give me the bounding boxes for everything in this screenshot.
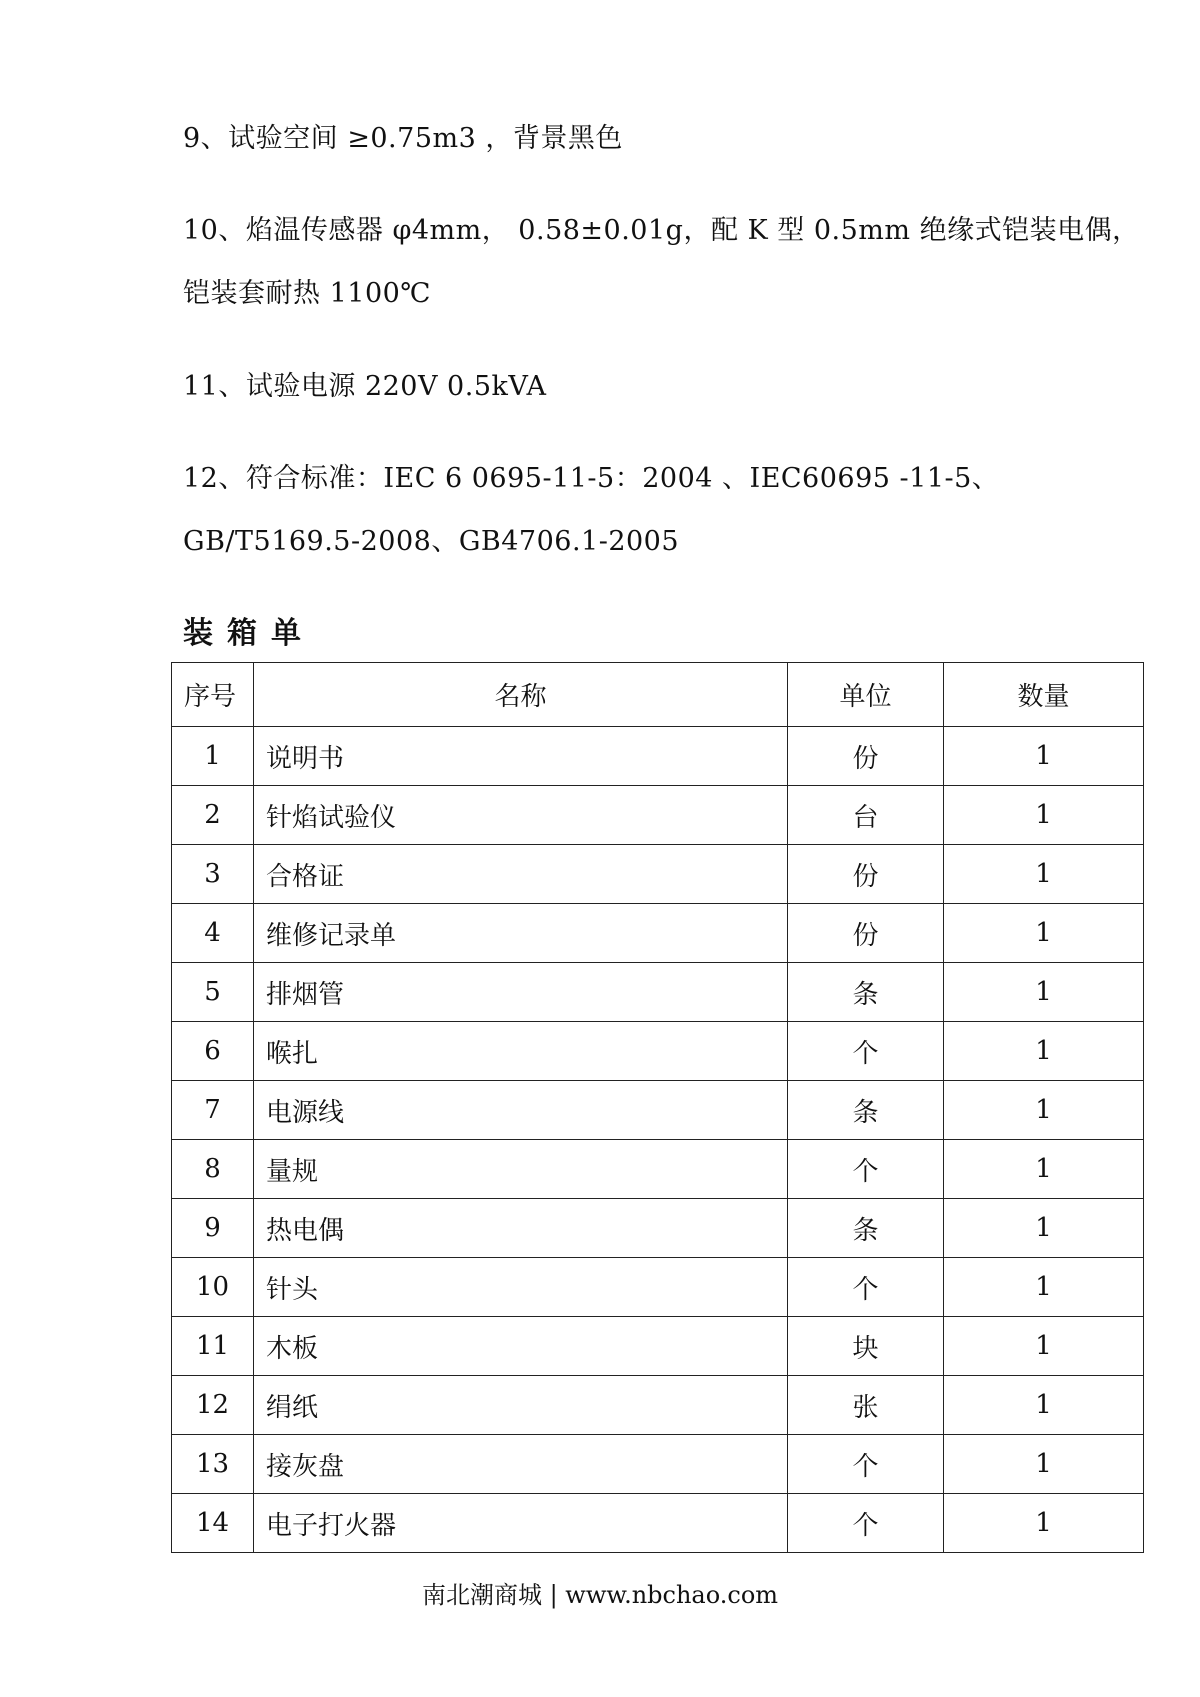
table-row xyxy=(172,845,1144,904)
header-qty: 数量 xyxy=(944,663,1144,727)
cell-name: 绢纸 xyxy=(254,1376,788,1435)
table-row xyxy=(172,786,1144,845)
cell-qty: 1 xyxy=(944,963,1144,1022)
cell-unit: 个 xyxy=(788,1258,944,1317)
cell-name: 电源线 xyxy=(254,1081,788,1140)
cell-qty: 1 xyxy=(944,727,1144,786)
cell-unit: 份 xyxy=(788,727,944,786)
table-row xyxy=(172,727,1144,786)
cell-no: 14 xyxy=(172,1494,254,1553)
cell-qty: 1 xyxy=(944,1140,1144,1199)
cell-unit: 条 xyxy=(788,963,944,1022)
cell-unit: 条 xyxy=(788,1199,944,1258)
cell-name: 量规 xyxy=(254,1140,788,1199)
header-unit: 单位 xyxy=(788,663,944,727)
table-row xyxy=(172,1140,1144,1199)
spec-item-11: 11、试验电源 220V 0.5kVA xyxy=(183,371,547,402)
table-row xyxy=(172,1317,1144,1376)
cell-no: 8 xyxy=(172,1140,254,1199)
table-row xyxy=(172,1494,1144,1553)
cell-name: 喉扎 xyxy=(254,1022,788,1081)
cell-unit: 个 xyxy=(788,1140,944,1199)
cell-name: 说明书 xyxy=(254,727,788,786)
cell-no: 3 xyxy=(172,845,254,904)
cell-name: 针头 xyxy=(254,1258,788,1317)
cell-unit: 条 xyxy=(788,1081,944,1140)
cell-name: 排烟管 xyxy=(254,963,788,1022)
cell-name: 木板 xyxy=(254,1317,788,1376)
header-no: 序号 xyxy=(172,663,254,727)
cell-qty: 1 xyxy=(944,1081,1144,1140)
table-row xyxy=(172,1376,1144,1435)
cell-qty: 1 xyxy=(944,786,1144,845)
table-row xyxy=(172,1258,1144,1317)
cell-unit: 份 xyxy=(788,904,944,963)
table-row xyxy=(172,904,1144,963)
cell-unit: 份 xyxy=(788,845,944,904)
packing-list-table xyxy=(171,662,1144,1553)
table-row xyxy=(172,963,1144,1022)
spec-item-12: 12、符合标准：IEC 6 0695-11-5：2004 、IEC60695 -11-5、GB/T5169.5-2008、GB4706.1-2005 xyxy=(183,463,1000,557)
cell-qty: 1 xyxy=(944,904,1144,963)
cell-name: 维修记录单 xyxy=(254,904,788,963)
cell-qty: 1 xyxy=(944,845,1144,904)
cell-qty: 1 xyxy=(944,1494,1144,1553)
cell-no: 10 xyxy=(172,1258,254,1317)
cell-no: 2 xyxy=(172,786,254,845)
spec-item-9: 9、试验空间 ≥0.75m3 ，背景黑色 xyxy=(183,123,623,154)
table-row xyxy=(172,1022,1144,1081)
cell-unit: 个 xyxy=(788,1435,944,1494)
table-header-row xyxy=(172,663,1144,727)
cell-unit: 个 xyxy=(788,1022,944,1081)
cell-qty: 1 xyxy=(944,1199,1144,1258)
cell-no: 12 xyxy=(172,1376,254,1435)
page-footer: 南北潮商城 | www.nbchao.com xyxy=(421,1581,779,1609)
cell-no: 1 xyxy=(172,727,254,786)
table-row xyxy=(172,1199,1144,1258)
cell-no: 11 xyxy=(172,1317,254,1376)
cell-qty: 1 xyxy=(944,1435,1144,1494)
header-name: 名称 xyxy=(254,663,788,727)
cell-unit: 张 xyxy=(788,1376,944,1435)
cell-name: 合格证 xyxy=(254,845,788,904)
table-row xyxy=(172,1435,1144,1494)
table-row xyxy=(172,1081,1144,1140)
packing-list-title: 装箱单 xyxy=(183,616,315,651)
cell-no: 7 xyxy=(172,1081,254,1140)
cell-no: 5 xyxy=(172,963,254,1022)
cell-unit: 个 xyxy=(788,1494,944,1553)
cell-qty: 1 xyxy=(944,1258,1144,1317)
spec-item-10: 10、焰温传感器 φ4mm， 0.58±0.01g，配 K 型 0.5mm 绝缘式铠装电偶，铠装套耐热 1100℃ xyxy=(183,215,1140,309)
cell-no: 9 xyxy=(172,1199,254,1258)
cell-no: 4 xyxy=(172,904,254,963)
cell-qty: 1 xyxy=(944,1376,1144,1435)
cell-qty: 1 xyxy=(944,1317,1144,1376)
cell-unit: 台 xyxy=(788,786,944,845)
cell-no: 13 xyxy=(172,1435,254,1494)
cell-name: 针焰试验仪 xyxy=(254,786,788,845)
cell-qty: 1 xyxy=(944,1022,1144,1081)
cell-name: 接灰盘 xyxy=(254,1435,788,1494)
cell-unit: 块 xyxy=(788,1317,944,1376)
cell-name: 热电偶 xyxy=(254,1199,788,1258)
cell-no: 6 xyxy=(172,1022,254,1081)
cell-name: 电子打火器 xyxy=(254,1494,788,1553)
